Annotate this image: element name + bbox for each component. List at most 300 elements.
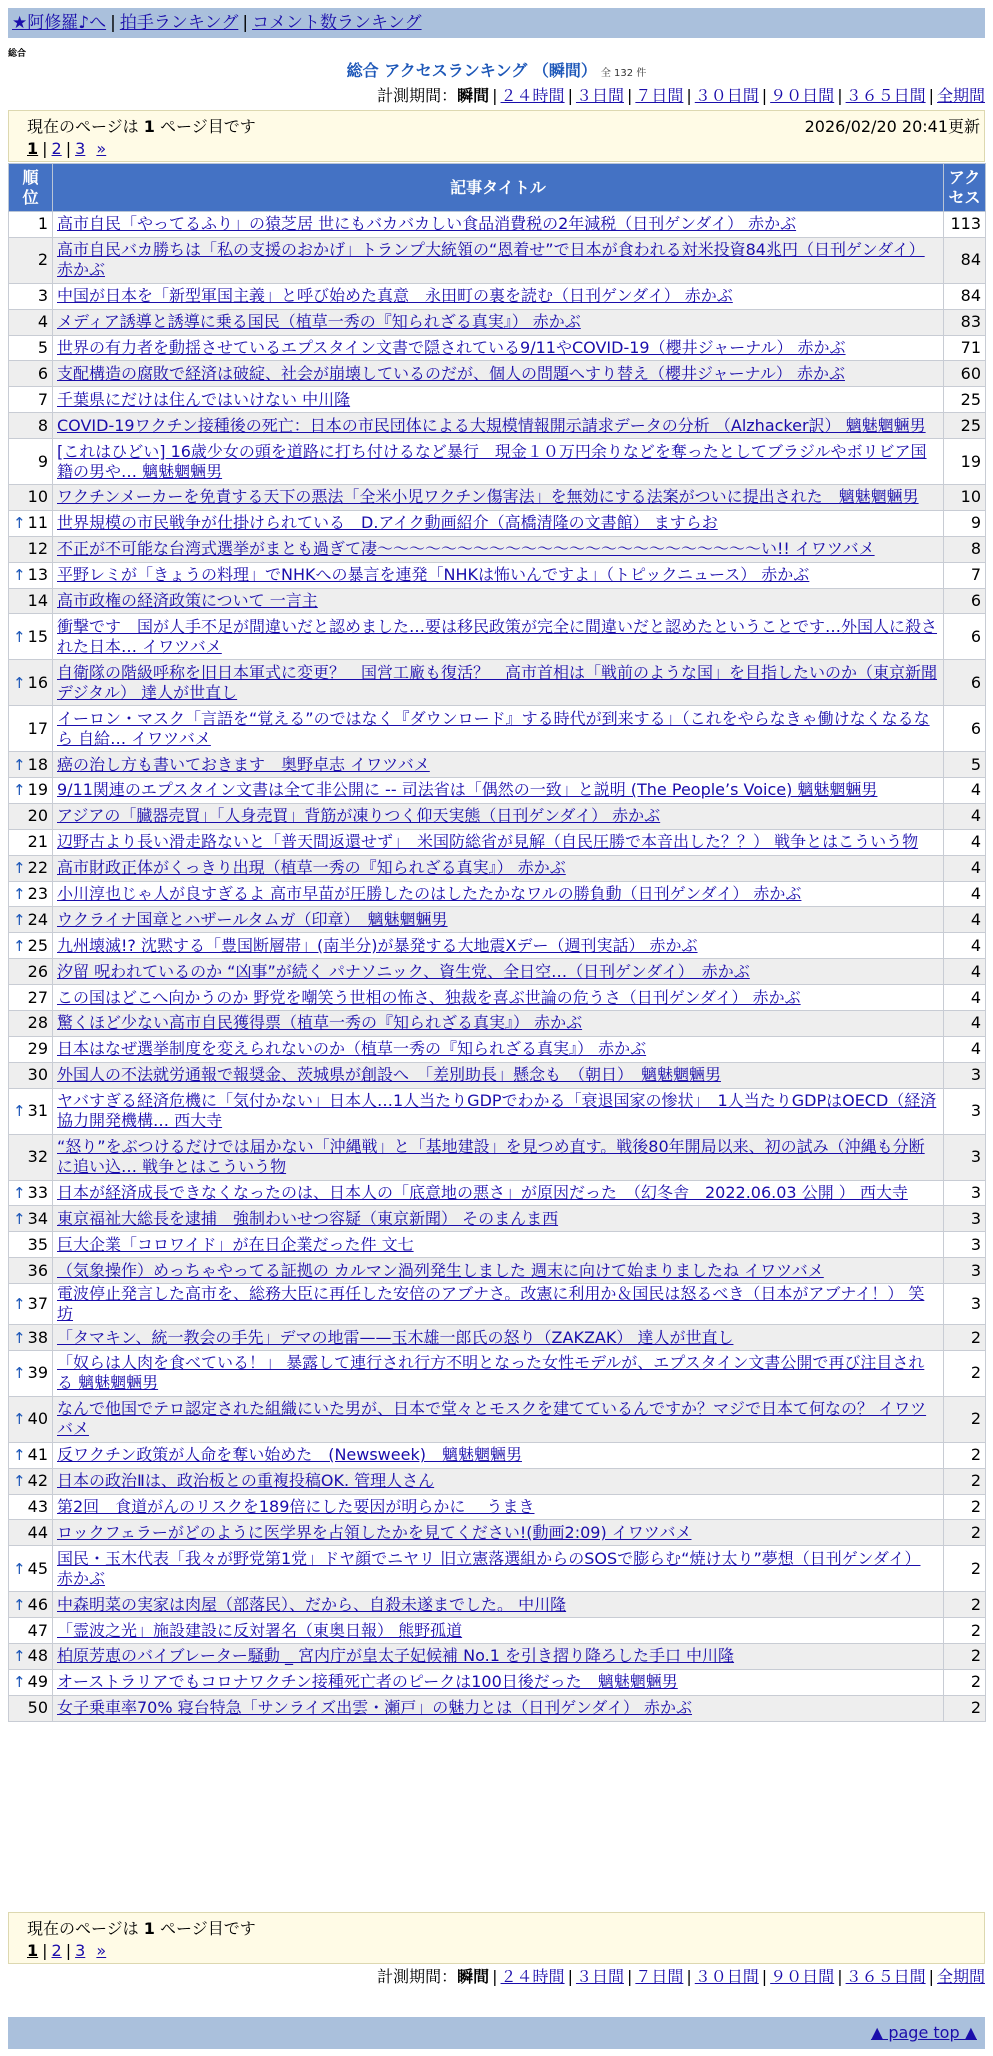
article-title-link[interactable]: 電波停止発言した高市を、総務大臣に再任した安倍のアブナさ。改憲に利用か＆国民は怒るべき（日本がアブナイ！） 笑坊 <box>57 1284 925 1324</box>
total-count: 全 132 件 <box>600 68 647 79</box>
article-title-link[interactable]: COVID-19ワクチン接種後の死亡：日本の市民団体による大規模情報開示請求データの分析 （Alzhacker訳） 魑魅魍魎男 <box>57 415 926 435</box>
period-separator: | <box>626 86 633 105</box>
article-title-link[interactable]: イーロン・マスク「言語を“覚える”のではなく『ダウンロード』する時代が到来する」（これをやらなきゃ働けなくなるなら 自給… イワツバメ <box>57 708 930 748</box>
article-title-link[interactable]: 日本の政治Ⅱは、政治板との重複投稿OK. 管理人さん <box>57 1471 435 1491</box>
article-title-link[interactable]: 国民・玉木代表「我々が野党第1党」ドヤ顔でニヤリ 旧立憲落選組からのSOSで膨らむ“焼け太り”夢想（日刊ゲンダイ） 赤かぶ <box>57 1548 921 1588</box>
current-page-info <box>27 114 256 137</box>
rank-number: 48 <box>27 1646 48 1666</box>
rank-number: 14 <box>27 591 48 611</box>
article-title-link[interactable]: 不正が不可能な台湾式選挙がまとも過ぎて凄〜〜〜〜〜〜〜〜〜〜〜〜〜〜〜〜〜〜〜〜〜〜〜〜い!! イワツバメ <box>57 539 875 559</box>
article-title-link[interactable]: 癌の治し方も書いておきます 奥野卓志 イワツバメ <box>57 754 430 774</box>
title-cell <box>53 1206 944 1232</box>
rank-cell <box>9 1669 53 1695</box>
period-link[interactable]: ９０日間 <box>770 1967 835 1986</box>
period-separator: | <box>837 86 843 105</box>
rank-up-arrow-icon: ↑ <box>13 514 26 533</box>
rank-number: 17 <box>27 718 48 738</box>
pager-current-page: 1 <box>27 1941 39 1960</box>
article-title-link[interactable]: 外国人の不法就労通報で報奨金、茨城県が創設へ 「差別助長」懸念も （朝日） 魑魅魍魎男 <box>57 1065 722 1085</box>
rank-cell <box>9 1180 53 1206</box>
period-link[interactable]: ３日間 <box>575 1967 624 1986</box>
rank-up-arrow-icon: ↑ <box>13 1209 26 1228</box>
rank-number: 33 <box>27 1182 48 1202</box>
period-separator: | <box>928 1967 934 1986</box>
access-count: 6 <box>944 614 986 660</box>
rank-number: 44 <box>27 1522 48 1542</box>
table-header-row <box>9 164 986 212</box>
access-count: 2 <box>944 1325 986 1351</box>
pager-page-link[interactable]: 2 <box>51 1941 62 1960</box>
title-cell <box>53 1520 944 1546</box>
access-count: 2 <box>944 1643 986 1669</box>
rank-cell <box>9 562 53 588</box>
rank-cell <box>9 1396 53 1442</box>
title-cell <box>53 1669 944 1695</box>
table-row <box>9 1062 986 1088</box>
table-row <box>9 413 986 439</box>
article-title-link[interactable]: 中森明菜の実家は肉屋（部落民）、だから、自殺未遂までした。 中川隆 <box>57 1594 567 1614</box>
table-row <box>9 1592 986 1618</box>
rank-cell <box>9 752 53 778</box>
rank-cell <box>9 985 53 1011</box>
period-link[interactable]: ３６５日間 <box>845 1967 926 1986</box>
access-count: 4 <box>944 829 986 855</box>
article-title-link[interactable]: この国はどこへ向かうのか 野党を嘲笑う世相の怖さ、独裁を喜ぶ世論の危うさ（日刊ゲンダイ） 赤かぶ <box>57 987 801 1007</box>
access-count: 2 <box>944 1396 986 1442</box>
rank-number: 11 <box>27 513 48 533</box>
rank-cell <box>9 1284 53 1325</box>
rank-number: 37 <box>27 1294 48 1314</box>
rank-number: 27 <box>27 987 48 1007</box>
table-row <box>9 1284 986 1325</box>
access-count: 2 <box>944 1350 986 1396</box>
period-link[interactable]: ２４時間 <box>500 1967 565 1986</box>
rank-number: 43 <box>27 1496 48 1516</box>
table-row <box>9 1232 986 1258</box>
rank-cell <box>9 439 53 485</box>
period-link[interactable]: ３０日間 <box>694 86 759 105</box>
article-title-link[interactable]: 女子乗車率70% 寝台特急「サンライズ出雲・瀬戸」の魅力とは（日刊ゲンダイ） 赤かぶ <box>57 1698 693 1718</box>
article-title-link[interactable]: 驚くほど少ない高市自民獲得票（植草一秀の『知られざる真実』） 赤かぶ <box>57 1013 583 1033</box>
period-label: 計測期間： <box>377 1967 458 1986</box>
pager-next-link[interactable]: » <box>96 139 107 158</box>
rank-number: 49 <box>27 1672 48 1692</box>
page-info-suffix: ページ目です <box>160 1919 256 1938</box>
rank-number: 19 <box>27 780 48 800</box>
rank-cell <box>9 1520 53 1546</box>
nav-separator: | <box>242 13 249 33</box>
rank-number: 40 <box>27 1409 48 1429</box>
article-title-link[interactable]: なんで他国でテロ認定された組織にいた男が、日本で堂々とモスクを建てているんですか？マジで日本て何なの？ イワツバメ <box>57 1399 927 1439</box>
access-count: 3 <box>944 1180 986 1206</box>
rank-cell <box>9 1350 53 1396</box>
ranking-table <box>8 163 986 1722</box>
article-title-link[interactable]: ウクライナ国章とハザールタムガ（印章） 魑魅魍魎男 <box>57 909 448 929</box>
pager-next-link[interactable]: » <box>96 1941 107 1960</box>
rank-up-arrow-icon: ↑ <box>13 673 26 692</box>
access-count: 3 <box>944 1062 986 1088</box>
rank-number: 23 <box>27 884 48 904</box>
rank-up-arrow-icon: ↑ <box>13 566 26 585</box>
rank-column-header: 順位 <box>9 164 53 212</box>
article-title-link[interactable]: 東京福祉大総長を逮捕 強制わいせつ容疑（東京新聞） そのまんま西 <box>57 1208 559 1228</box>
rank-cell <box>9 1232 53 1258</box>
rank-cell <box>9 510 53 536</box>
title-column-header: 記事タイトル <box>53 164 944 212</box>
article-title-link[interactable]: [これはひどい] 16歳少女の頭を道路に打ち付けるなど暴行 現金１０万円余りなどを奪ったとしてブラジルやボリビア国籍の男や… 魑魅魍魎男 <box>57 441 927 481</box>
applause-ranking-link[interactable]: 拍手ランキング <box>119 13 239 33</box>
table-row <box>9 1546 986 1592</box>
rank-cell <box>9 1011 53 1037</box>
period-link[interactable]: ２４時間 <box>500 86 565 105</box>
article-title-link[interactable]: ワクチンメーカーを免責する天下の悪法「全米小児ワクチン傷害法」を無効にする法案がついに提出された 魑魅魍魎男 <box>57 487 919 507</box>
ranking-table-body <box>9 212 986 1722</box>
title-cell <box>53 933 944 959</box>
article-title-link[interactable]: 反ワクチン政策が人命を奪い始めた (Newsweek) 魑魅魍魎男 <box>57 1445 522 1465</box>
article-title-link[interactable]: 日本はなぜ選挙制度を変えられないのか（植草一秀の『知られざる真実』） 赤かぶ <box>57 1039 647 1059</box>
table-row <box>9 803 986 829</box>
rank-cell <box>9 588 53 614</box>
access-count: 4 <box>944 855 986 881</box>
rank-cell <box>9 1442 53 1468</box>
pager <box>27 1941 106 1960</box>
table-row <box>9 562 986 588</box>
period-link[interactable]: ３日間 <box>575 86 624 105</box>
period-current: 瞬間 <box>457 1967 490 1986</box>
article-title-link[interactable]: 平野レミが「きょうの料理」でNHKへの暴言を連発「NHKは怖いんですよ」（トピックニュース） 赤かぶ <box>57 565 810 585</box>
title-cell <box>53 237 944 283</box>
table-row <box>9 706 986 752</box>
pager-page-link[interactable]: 3 <box>75 139 86 158</box>
rank-cell <box>9 1546 53 1592</box>
rank-up-arrow-icon: ↑ <box>13 1410 26 1429</box>
rank-number: 46 <box>27 1594 48 1614</box>
period-separator: | <box>567 1967 573 1986</box>
period-selector-bottom <box>377 1966 985 1988</box>
article-title-link[interactable]: ヤバすぎる経済危機に「気付かない」日本人…1人当たりGDPでわかる「衰退国家の惨状」 1人当たりGDPはOECD（経済協力開発機構… 西大寺 <box>57 1091 937 1131</box>
table-row <box>9 829 986 855</box>
rank-number: 2 <box>37 250 48 270</box>
pager-separator: | <box>65 139 72 158</box>
table-row <box>9 1134 986 1180</box>
title-cell <box>53 588 944 614</box>
article-title-link[interactable]: 巨大企業「コロワイド」が在日企業だった件 文七 <box>57 1234 414 1254</box>
rank-number: 10 <box>27 487 48 507</box>
page-info-prefix: 現在のページは <box>27 1919 139 1938</box>
table-row <box>9 588 986 614</box>
period-link[interactable]: ７日間 <box>635 1967 684 1986</box>
rank-number: 13 <box>27 565 48 585</box>
page-title <box>0 60 993 85</box>
period-link[interactable]: ３０日間 <box>694 1967 759 1986</box>
title-cell <box>53 907 944 933</box>
period-link[interactable]: ３６５日間 <box>845 86 926 105</box>
rank-number: 18 <box>27 754 48 774</box>
rank-number: 42 <box>27 1471 48 1491</box>
article-title-link[interactable]: 「奴らは人肉を食べている！」 暴露して連行され行方不明となった女性モデルが、エプスタイン文書公開で再び注目される 魑魅魍魎男 <box>57 1353 925 1393</box>
article-title-link[interactable]: 自衛隊の階級呼称を旧日本軍式に変更？ 国営工廠も復活？ 高市首相は「戦前のような国」を目指したいのか（東京新聞デジタル） 達人が世直し <box>57 662 938 702</box>
access-count: 4 <box>944 933 986 959</box>
rank-cell <box>9 1468 53 1494</box>
rank-cell <box>9 1618 53 1644</box>
access-count: 7 <box>944 562 986 588</box>
access-count: 3 <box>944 1206 986 1232</box>
table-row <box>9 1468 986 1494</box>
article-title-link[interactable]: 「タマキン、統一教会の手先」デマの地雷——玉木雄一郎氏の怒り（ZAKZAK） 達人が世直し <box>57 1327 734 1347</box>
rank-number: 50 <box>27 1698 48 1718</box>
access-count: 3 <box>944 1284 986 1325</box>
rank-cell <box>9 1062 53 1088</box>
rank-number: 38 <box>27 1327 48 1347</box>
access-count: 2 <box>944 1442 986 1468</box>
rank-up-arrow-icon: ↑ <box>13 1647 26 1666</box>
rank-up-arrow-icon: ↑ <box>13 1673 26 1692</box>
title-cell <box>53 1442 944 1468</box>
article-title-link[interactable]: （気象操作）めっちゃやってる証拠の カルマン渦列発生しました 週末に向けて始まりましたね イワツバメ <box>57 1260 824 1280</box>
period-link[interactable]: 全期間 <box>936 86 985 105</box>
period-link[interactable]: ９０日間 <box>770 86 835 105</box>
paging-box-top <box>8 110 985 162</box>
table-row <box>9 361 986 387</box>
rank-cell <box>9 829 53 855</box>
title-cell <box>53 959 944 985</box>
rank-number: 32 <box>27 1147 48 1167</box>
rank-number: 26 <box>27 961 48 981</box>
rank-number: 22 <box>27 858 48 878</box>
access-count: 6 <box>944 588 986 614</box>
rank-cell <box>9 536 53 562</box>
rank-up-arrow-icon: ↑ <box>13 1559 26 1578</box>
title-cell <box>53 485 944 511</box>
article-title-link[interactable]: 高市自民「やってるふり」の猿芝居 世にもバカバカしい食品消費税の2年減税（日刊ゲンダイ） 赤かぶ <box>57 214 797 234</box>
rank-number: 7 <box>37 389 48 409</box>
table-row <box>9 1494 986 1520</box>
table-row <box>9 387 986 413</box>
access-count: 9 <box>944 510 986 536</box>
count-column-header: アクセス <box>944 164 986 212</box>
article-title-link[interactable]: 柏原芳恵のバイブレーター騒動 _ 宮内庁が皇太子妃候補 No.1 を引き摺り降ろした手口 中川隆 <box>57 1646 735 1666</box>
article-title-link[interactable]: 九州壊滅!? 沈黙する「豊国断層帯」(南半分)が暴発する大地震Xデー（週刊実話） 赤かぶ <box>57 935 698 955</box>
rank-up-arrow-icon: ↑ <box>13 1328 26 1347</box>
rank-cell <box>9 803 53 829</box>
period-link[interactable]: ７日間 <box>635 86 684 105</box>
rank-cell <box>9 1036 53 1062</box>
rank-cell <box>9 335 53 361</box>
title-cell <box>53 1695 944 1721</box>
rank-number: 9 <box>37 451 48 471</box>
article-title-link[interactable]: 汐留 呪われているのか “凶事”が続く パナソニック、資生党、全日空…（日刊ゲンダイ） 赤かぶ <box>57 961 750 981</box>
table-row <box>9 510 986 536</box>
article-title-link[interactable]: 高市財政正体がくっきり出現（植草一秀の『知られざる真実』） 赤かぶ <box>57 858 566 878</box>
rank-up-arrow-icon: ↑ <box>13 885 26 904</box>
rank-number: 39 <box>27 1363 48 1383</box>
period-label: 計測期間： <box>377 86 458 105</box>
top-nav-bar <box>8 8 985 38</box>
pager-separator: | <box>42 1941 48 1960</box>
page-info-suffix: ページ目です <box>160 117 256 136</box>
page-top-link[interactable]: ▲ page top ▲ <box>870 2023 977 2042</box>
article-title-link[interactable]: 9/11関連のエプスタイン文書は全て非公開に -- 司法省は「偶然の一致」と説明 (The People’s Voice) 魑魅魍魎男 <box>57 780 878 800</box>
table-row <box>9 1088 986 1134</box>
table-row <box>9 614 986 660</box>
article-title-link[interactable]: 辺野古より長い滑走路ないと「普天間返還せず」 米国防総省が見解（自民圧勝で本音出した？？） 戦争とはこういう物 <box>57 832 919 852</box>
access-count: 5 <box>944 752 986 778</box>
title-cell <box>53 1134 944 1180</box>
table-row <box>9 212 986 238</box>
table-row <box>9 1396 986 1442</box>
rank-cell <box>9 959 53 985</box>
period-current: 瞬間 <box>457 86 490 105</box>
table-row <box>9 439 986 485</box>
table-row <box>9 1350 986 1396</box>
article-title-link[interactable]: 日本が経済成長できなくなったのは、日本人の「底意地の悪さ」が原因だった （幻冬舎 2022.06.03 公開 ） 西大寺 <box>57 1182 908 1202</box>
period-separator: | <box>928 86 934 105</box>
title-cell <box>53 1396 944 1442</box>
title-cell <box>53 778 944 804</box>
table-row <box>9 660 986 706</box>
rank-cell <box>9 413 53 439</box>
article-title-link[interactable]: 世界の有力者を動揺させているエプスタイン文書で隠されている9/11やCOVID-19（櫻井ジャーナル） 赤かぶ <box>57 338 846 357</box>
access-count: 4 <box>944 803 986 829</box>
footer-bar <box>8 2017 985 2049</box>
article-title-link[interactable]: メディア誘導と誘導に乗る国民（植草一秀の『知られざる真実』） 赤かぶ <box>57 312 581 332</box>
rank-cell <box>9 1088 53 1134</box>
rank-up-arrow-icon: ↑ <box>13 1446 26 1465</box>
table-row <box>9 1206 986 1232</box>
period-link[interactable]: 全期間 <box>936 1967 985 1986</box>
rank-up-arrow-icon: ↑ <box>13 910 26 929</box>
title-cell <box>53 1284 944 1325</box>
access-count: 71 <box>944 335 986 361</box>
rank-cell <box>9 237 53 283</box>
title-cell <box>53 387 944 413</box>
access-count: 84 <box>944 237 986 283</box>
rank-up-arrow-icon: ↑ <box>13 1295 26 1314</box>
table-row <box>9 283 986 309</box>
pager <box>27 139 106 158</box>
table-row <box>9 1258 986 1284</box>
rank-cell <box>9 1258 53 1284</box>
page-info-current: 1 <box>143 117 155 136</box>
site-home-link[interactable]: ★阿修羅♪へ <box>12 13 107 33</box>
title-cell <box>53 985 944 1011</box>
article-title-link[interactable]: 支配構造の腐敗で経済は破綻、社会が崩壊しているのだが、個人の問題へすり替え（櫻井ジャーナル） 赤かぶ <box>57 363 845 383</box>
table-row <box>9 1442 986 1468</box>
title-cell <box>53 1468 944 1494</box>
pager-page-link[interactable]: 3 <box>75 1941 86 1960</box>
rank-number: 28 <box>27 1013 48 1033</box>
title-cell <box>53 881 944 907</box>
rank-number: 24 <box>27 909 48 929</box>
rank-cell <box>9 660 53 706</box>
access-count: 4 <box>944 1011 986 1037</box>
updated-timestamp: 2026/02/20 20:41更新 <box>804 117 980 136</box>
access-count: 4 <box>944 881 986 907</box>
access-count: 3 <box>944 1134 986 1180</box>
rank-up-arrow-icon: ↑ <box>13 627 26 646</box>
rank-number: 25 <box>27 935 48 955</box>
access-count: 4 <box>944 907 986 933</box>
table-row <box>9 985 986 1011</box>
rank-cell <box>9 212 53 238</box>
article-title-link[interactable]: ロックフェラーがどのように医学界を占領したかを見てください!(動画2:09) イワツバメ <box>57 1522 692 1542</box>
article-title-link[interactable]: 「霊波之光」施設建設に反対署名（東奥日報） 熊野孤道 <box>57 1620 463 1640</box>
rank-up-arrow-icon: ↑ <box>13 936 26 955</box>
comment-ranking-link[interactable]: コメント数ランキング <box>252 13 422 33</box>
pager-page-link[interactable]: 2 <box>51 139 62 158</box>
article-title-link[interactable]: 高市政権の経済政策について 一言主 <box>57 591 318 611</box>
table-row <box>9 1695 986 1721</box>
article-title-link[interactable]: 中国が日本を「新型軍国主義」と呼び始めた真意 永田町の裏を読む（日刊ゲンダイ） 赤かぶ <box>57 286 733 306</box>
title-cell <box>53 614 944 660</box>
access-count: 4 <box>944 985 986 1011</box>
article-title-link[interactable]: 衝撃です 国が人手不足が間違いだと認めました…要は移民政策が完全に間違いだと認めたということです…外国人に殺された日本… イワツバメ <box>57 616 938 656</box>
period-separator: | <box>567 86 573 105</box>
access-count: 19 <box>944 439 986 485</box>
period-selector-top <box>377 85 985 107</box>
title-cell <box>53 361 944 387</box>
title-cell <box>53 829 944 855</box>
pager-separator: | <box>42 139 48 158</box>
access-count: 3 <box>944 1088 986 1134</box>
rank-number: 47 <box>27 1620 48 1640</box>
rank-up-arrow-icon: ↑ <box>13 859 26 878</box>
period-separator: | <box>761 1967 768 1986</box>
access-count: 3 <box>944 1258 986 1284</box>
article-title-link[interactable]: 千葉県にだけは住んではいけない 中川隆 <box>57 389 351 409</box>
access-count: 4 <box>944 959 986 985</box>
title-cell <box>53 309 944 335</box>
article-title-link[interactable]: 高市自民バカ勝ちは「私の支援のおかげ」トランプ大統領の“恩着せ”で日本が食われる対米投資84兆円（日刊ゲンダイ） 赤かぶ <box>57 240 925 280</box>
table-row <box>9 1011 986 1037</box>
title-cell <box>53 752 944 778</box>
access-count: 6 <box>944 660 986 706</box>
rank-up-arrow-icon: ↑ <box>13 1364 26 1383</box>
rank-number: 12 <box>27 539 48 559</box>
article-title-link[interactable]: “怒り”をぶつけるだけでは届かない「沖縄戦」と「基地建設」を見つめ直す。戦後80年開局以来、初の試み（沖縄も分断に追い込… 戦争とはこういう物 <box>57 1137 925 1177</box>
access-count: 2 <box>944 1695 986 1721</box>
access-count: 8 <box>944 536 986 562</box>
article-title-link[interactable]: アジアの「臓器売買」「人身売買」背筋が凍りつく仰天実態（日刊ゲンダイ） 赤かぶ <box>57 806 661 826</box>
rank-number: 15 <box>27 626 48 646</box>
title-cell <box>53 212 944 238</box>
rank-cell <box>9 1592 53 1618</box>
rank-cell <box>9 614 53 660</box>
table-row <box>9 309 986 335</box>
title-cell <box>53 1546 944 1592</box>
table-row <box>9 1669 986 1695</box>
rank-cell <box>9 485 53 511</box>
rank-cell <box>9 1494 53 1520</box>
title-cell <box>53 855 944 881</box>
table-row <box>9 1520 986 1546</box>
access-count: 4 <box>944 1036 986 1062</box>
article-title-link[interactable]: 小川淳也じゃ人が良すぎるよ 高市早苗が圧勝したのはしたたかなワルの勝負動（日刊ゲンダイ） 赤かぶ <box>57 884 802 904</box>
title-cell <box>53 439 944 485</box>
rank-number: 20 <box>27 806 48 826</box>
rank-number: 35 <box>27 1234 48 1254</box>
rank-cell <box>9 387 53 413</box>
rank-cell <box>9 706 53 752</box>
rank-up-arrow-icon: ↑ <box>13 755 26 774</box>
article-title-link[interactable]: 世界規模の市民戦争が仕掛けられている D.アイク動画紹介（高橋清隆の文書館） ますらお <box>57 513 718 533</box>
access-count: 25 <box>944 413 986 439</box>
access-count: 113 <box>944 212 986 238</box>
article-title-link[interactable]: オーストラリアでもコロナワクチン接種死亡者のピークは100日後だった 魑魅魍魎男 <box>57 1672 678 1692</box>
table-row <box>9 536 986 562</box>
article-title-link[interactable]: 第2回 食道がんのリスクを189倍にした要因が明らかに うまき <box>57 1496 535 1516</box>
rank-number: 4 <box>37 312 48 332</box>
